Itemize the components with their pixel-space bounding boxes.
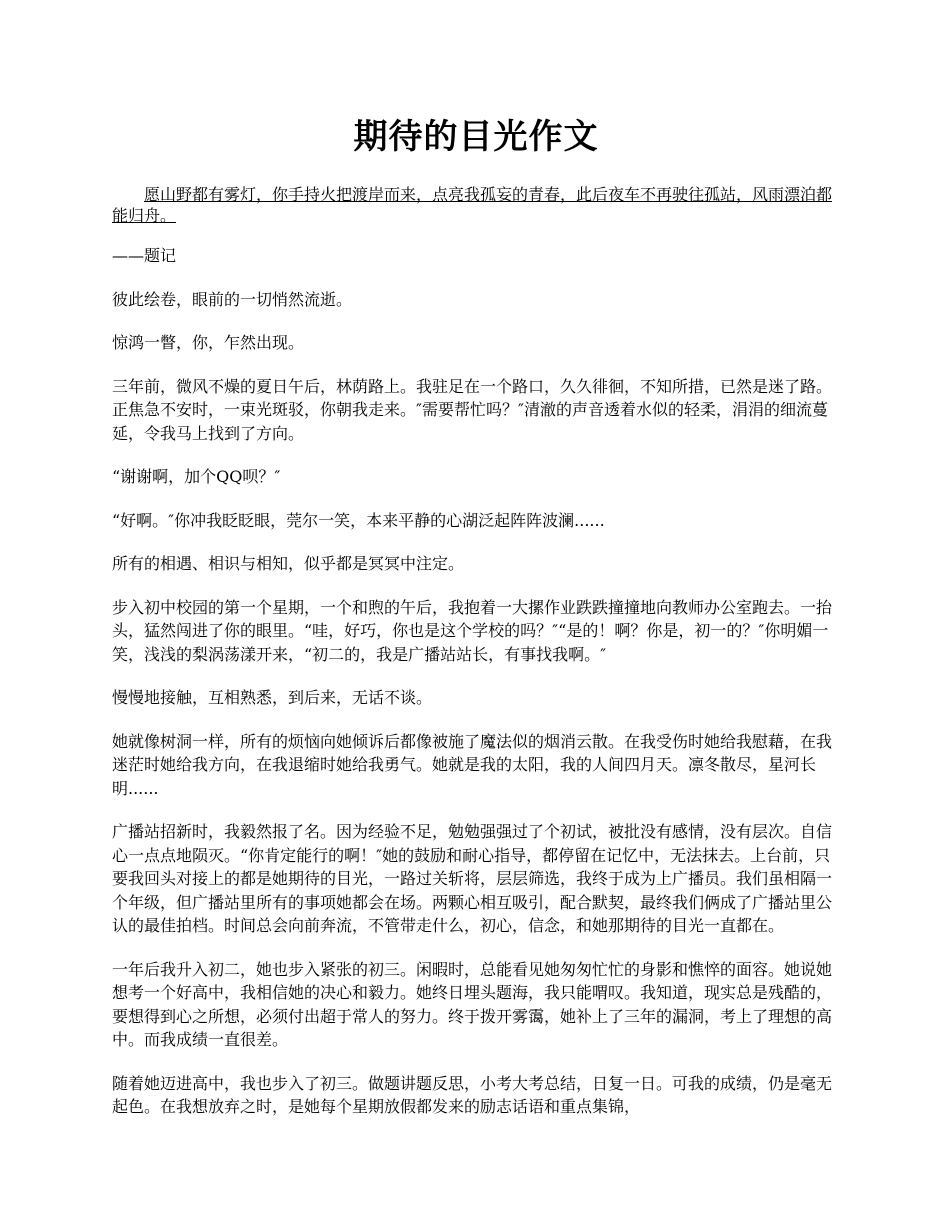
paragraph-signature: ——题记	[112, 246, 177, 265]
paragraph: 所有的相遇、相识与相知，似乎都是冥冥中注定。	[112, 554, 465, 573]
paragraph: “谢谢啊，加个QQ呗？″	[112, 467, 281, 486]
paragraph: “好啊。″你冲我眨眨眼，莞尔一笑，本来平静的心湖泛起阵阵波澜......	[112, 510, 605, 530]
paragraph: 三年前，微风不燥的夏日午后，林荫路上。我驻足在一个路口，久久徘徊，不知所措，已然是迷了路。正焦急不安时，一束光斑驳，你朝我走来。″需要帮忙吗？″清澈的声音透着水似的轻柔，涓涓的细流蔓延，令我马上找到了方向。	[112, 376, 833, 443]
paragraph: 广播站招新时，我毅然报了名。因为经验不足，勉勉强强过了个初试，被批没有感情，没有层次。自信心一点点地陨灭。“你肯定能行的啊！″她的鼓励和耐心指导，都停留在记忆中，无法抹去。上台前，只要我回头对接上的都是她期待的目光，一路过关斩将，层层筛选，我终于成为上广播员。我们虽相隔一个年级，但广播站里所有的事项她都会在场。两颗心相互吸引，配合默契，最终我们俩成了广播站里公认的最佳拍档。时间总会向前奔流，不管带走什么，初心，信念，和她那期待的目光一直都在。	[112, 822, 833, 935]
paragraph: 随着她迈进高中，我也步入了初三。做题讲题反思，小考大考总结，日复一日。可我的成绩，仍是毫无起色。在我想放弃之时，是她每个星期放假都发来的励志话语和重点集锦，	[112, 1073, 833, 1116]
paragraph: 彼此绘卷，眼前的一切悄然流逝。	[112, 289, 353, 309]
paragraph: 步入初中校园的第一个星期，一个和煦的午后，我抱着一大摞作业跌跌撞撞地向教师办公室跑去。一抬头，猛然闯进了你的眼里。“哇，好巧，你也是这个学校的吗？″“是的！啊？你是，初一的？″你明媚一笑，浅浅的梨涡荡漾开来，“初二的，我是广播站站长，有事找我啊。″	[112, 597, 833, 664]
paragraph: 慢慢地接触，互相熟悉，到后来，无话不谈。	[112, 688, 433, 707]
paragraph: 她就像树洞一样，所有的烦恼向她倾诉后都像被施了魔法似的烟消云散。在我受伤时她给我慰藉，在我迷茫时她给我方向，在我退缩时她给我勇气。她就是我的太阳，我的人间四月天。凛冬散尽，星河长明......	[112, 731, 833, 798]
document-title: 期待的目光作文	[353, 117, 599, 157]
document-page	[112, 0, 840, 1119]
paragraph: 一年后我升入初二，她也步入紧张的初三。闲暇时，总能看见她匆匆忙忙的身影和憔悴的面容。她说她想考一个好高中，我相信她的决心和毅力。她终日埋头题海，我只能喟叹。我知道，现实总是残酷的，要想得到心之所想，必须付出超于常人的努力。终于拨开雾霭，她补上了三年的漏洞，考上了理想的高中。而我成绩一直很差。	[112, 959, 833, 1049]
epigraph: 愿山野都有雾灯，你手持火把渡岸而来，点亮我孤妄的青春，此后夜车不再驶往孤站，风雨漂泊都能归舟。	[112, 185, 833, 225]
paragraph: 惊鸿一瞥，你，乍然出现。	[112, 333, 305, 352]
